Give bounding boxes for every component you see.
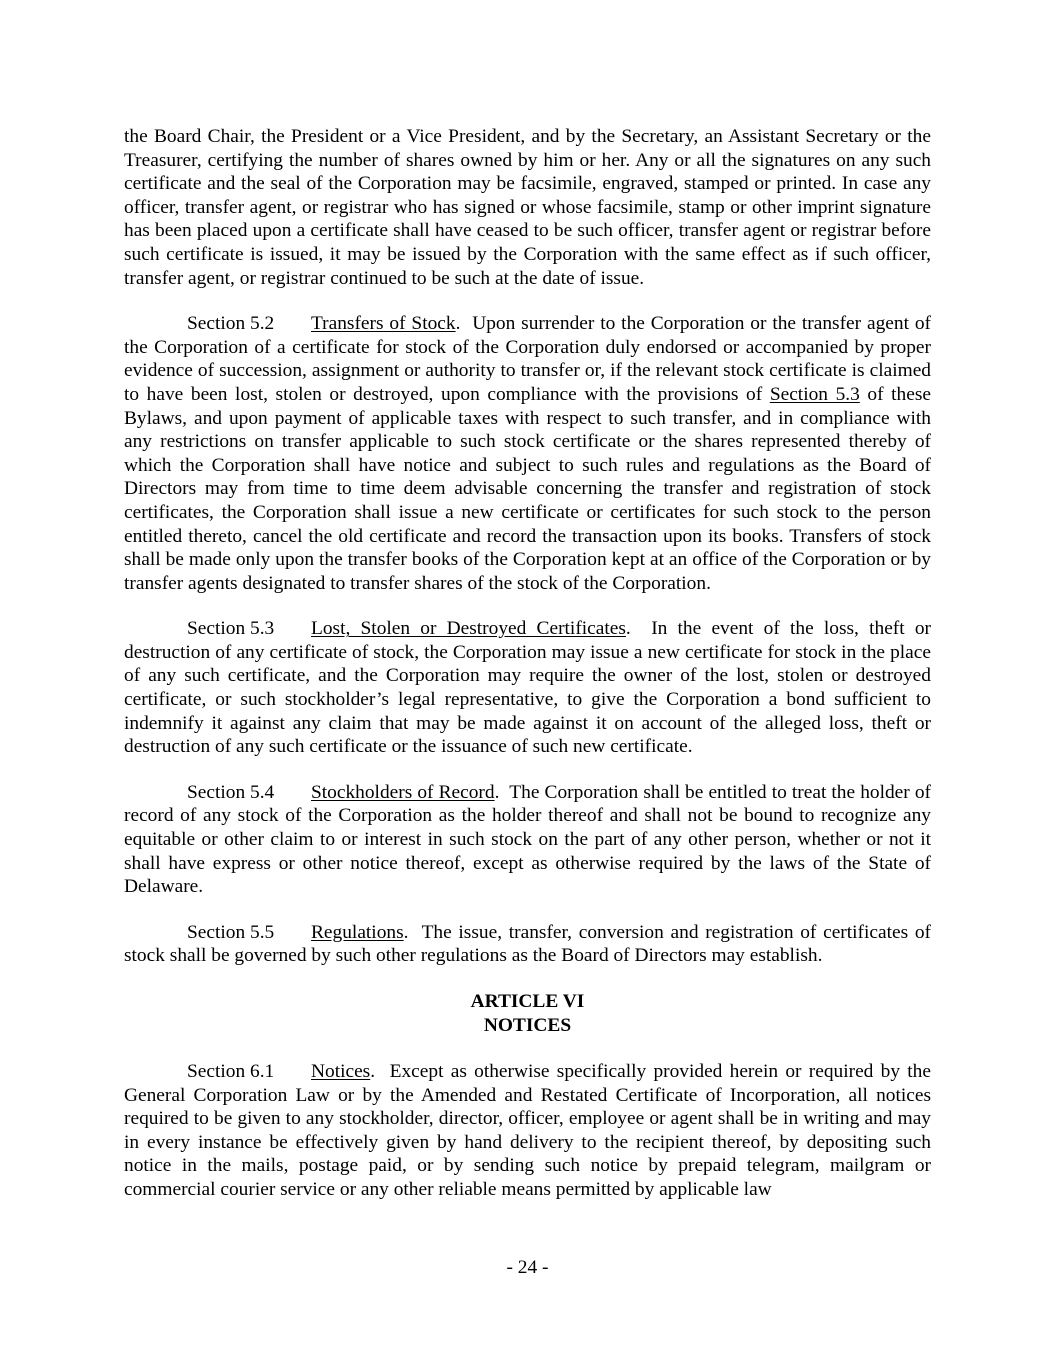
section-title: Stockholders of Record xyxy=(311,781,495,803)
section-6-1: Section 6.1 Notices. Except as otherwise specifically provided herein or required by the General Corporation Law or by the Amended and Restated Certificate of Incorporation, all notices required to be given to any stockholder, director, officer, employee or agent shall be in writing and may in every instance be effectively given by hand delivery to the recipient thereof, by depositing such notice in the mails, postage paid, or by sending such notice by prepaid telegram, mailgram or commercial courier service or any other reliable means permitted by applicable law xyxy=(124,1061,931,1200)
section-title: Regulations xyxy=(311,921,404,943)
section-5-2: Section 5.2 Transfers of Stock. Upon surrender to the Corporation or the transfer agent of the Corporation of a certificate for stock of the Corporation duly endorsed or accompanied by proper evidence of succession, assignment or authority to transfer or, if the relevant stock certificate is claimed to have been lost, stolen or destroyed, upon compliance with the provisions of Section 5.3 of these Bylaws, and upon payment of applicable taxes with respect to such transfer, and in compliance with any restrictions on transfer applicable to such stock certificate or the shares represented thereby of which the Corporation shall have notice and subject to such rules and regulations as the Board of Directors may from time to time deem advisable concerning the transfer and registration of stock certificates, the Corporation shall issue a new certificate or certificates for such stock to the person entitled thereto, cancel the old certificate and record the transaction upon its books. Transfers of stock shall be made only upon the transfer books of the Corporation kept at an office of the Corporation or by transfer agents designated to transfer shares of the stock of the Corporation. xyxy=(124,313,931,594)
article-heading: ARTICLE VI xyxy=(470,991,585,1012)
section-5-4: Section 5.4 Stockholders of Record. The Corporation shall be entitled to treat the holder of record of any stock of the Corporation as the holder thereof and shall not be bound to recognize any equitable or other claim to or interest in such stock on the part of any other person, whether or not it shall have express or other notice thereof, except as otherwise required by the laws of the State of Delaware. xyxy=(124,781,931,898)
section-title: Notices xyxy=(311,1061,371,1082)
section-text: Upon surrender to the Corporation or the transfer agent of the Corporation of a certificate for stock of the Corporation duly endorsed or accompanied by proper evidence of succession, assignment or authority to transfer or, if the relevant stock certificate is claimed to have been lost, stolen or destroyed, upon compliance with the provisions of xyxy=(124,313,931,405)
section-5-3: Section 5.3 Lost, Stolen or Destroyed Certificates. In the event of the loss, theft or destruction of any certificate of stock, the Corporation may issue a new certificate for stock in the place of any such certificate, and the Corporation may require the owner of the lost, stolen or destroyed certificate, or such stockholder’s legal representative, to give the Corporation a bond sufficient to indemnify it against any claim that may be made against it on account of the alleged loss, theft or destruction of any such certificate or the issuance of such new certificate. xyxy=(124,618,932,758)
section-text: The issue, transfer, conversion and registration of certificates of stock shall be governed by such other regulations as the Board of Directors may establish. xyxy=(124,921,931,967)
section-title: Transfers of Stock xyxy=(311,313,456,335)
section-5-3-link[interactable]: Section 5.3 xyxy=(769,383,860,405)
intro-paragraph: the Board Chair, the President or a Vice President, and by the Secretary, an Assistant Secretary or the Treasurer, certifying the number of shares owned by him or her. Any or all the signatures on any such certificate and the seal of the Corporation may be facsimile, engraved, stamped or printed. In case any officer, transfer agent, or registrar who has signed or whose facsimile, stamp or other imprint signature has been placed upon a certificate shall have ceased to be such officer, transfer agent or registrar before such certificate is issued, it may be issued by the Corporation with the same effect as if such officer, transfer agent, or registrar continued to be such at the date of issue. xyxy=(124,126,931,289)
section-text: Except as otherwise specifically provided herein or required by the General Corporation Law or by the Amended and Restated Certificate of Incorporation, all notices required to be given to any stockholder, director, officer, employee or agent shall be in writing and may in every instance be effectively given by hand delivery to the recipient thereof, by depositing such notice in the mails, postage paid, or by sending such notice by prepaid telegram, mailgram or commercial courier service or any other reliable means permitted by applicable law xyxy=(124,1061,931,1200)
section-text: In the event of the loss, theft or destruction of any certificate of stock, the Corporation may issue a new certificate for stock in the place of any such certificate, and the Corporation may require the owner of the lost, stolen or destroyed certificate, or such stockholder’s legal representative, to give the Corporation a bond sufficient to indemnify it against any claim that may be made against it on account of the alleged loss, theft or destruction of any such certificate or the issuance of such new certificate. xyxy=(124,618,932,758)
section-5-5: Section 5.5 Regulations. The issue, transfer, conversion and registration of certificates of stock shall be governed by such other regulations as the Board of Directors may establish. xyxy=(124,921,931,967)
section-number: Section 5.5 xyxy=(187,921,275,943)
section-number: Section 5.2 xyxy=(187,313,275,335)
article-heading-block xyxy=(124,990,931,1038)
section-title: Lost, Stolen or Destroyed Certificates xyxy=(311,618,626,640)
document-page xyxy=(124,125,931,1224)
section-number: Section 5.4 xyxy=(187,781,275,803)
page-number: - 24 - xyxy=(506,1257,549,1278)
section-text-continued: of these Bylaws, and upon payment of applicable taxes with respect to such transfer, and in compliance with any restrictions on transfer applicable to such stock certificate or the shares represented thereby of which the Corporation shall have notice and subject to such rules and regulations as the Board of Directors may from time to time deem advisable concerning the transfer and registration of stock certificates, the Corporation shall issue a new certificate or certificates for such stock to the person entitled thereto, cancel the old certificate and record the transaction upon its books. Transfers of stock shall be made only upon the transfer books of the Corporation kept at an office of the Corporation or by transfer agents designated to transfer shares of the stock of the Corporation. xyxy=(124,383,931,594)
section-number: Section 6.1 xyxy=(187,1061,275,1082)
section-text: The Corporation shall be entitled to treat the holder of record of any stock of the Corporation as the holder thereof and shall not be bound to recognize any equitable or other claim to or interest in such stock on the part of any other person, whether or not it shall have express or other notice thereof, except as otherwise required by the laws of the State of Delaware. xyxy=(124,781,931,898)
article-subheading: NOTICES xyxy=(483,1015,572,1036)
section-number: Section 5.3 xyxy=(187,618,275,640)
